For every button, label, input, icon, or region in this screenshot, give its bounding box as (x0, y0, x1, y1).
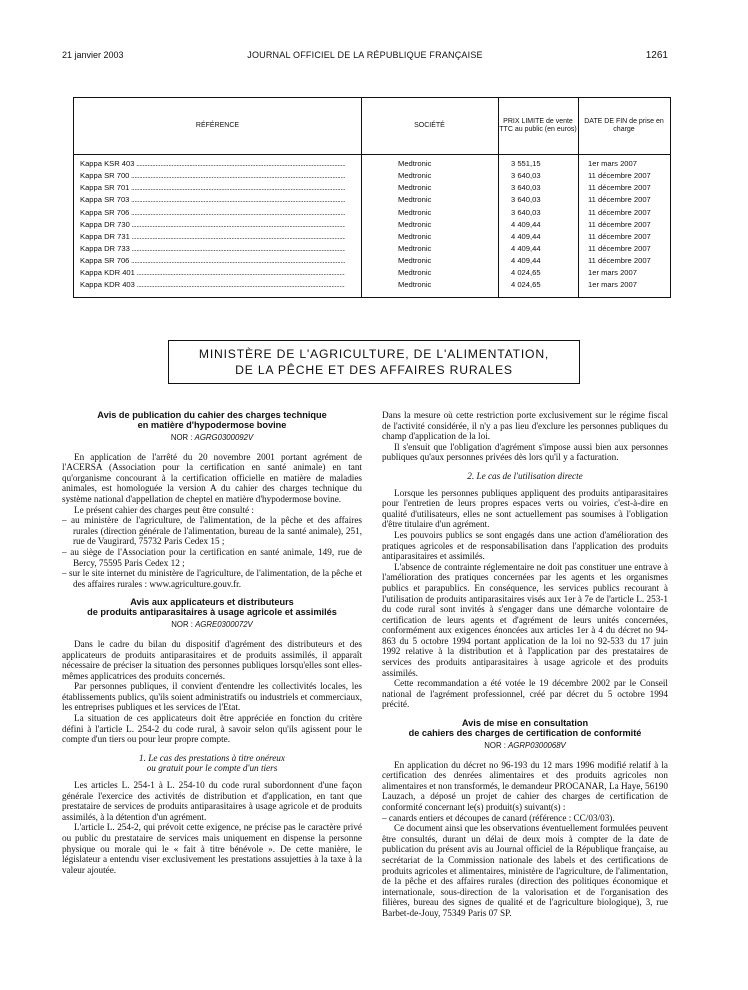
cell-reference: Kappa SR 703 ..... (80, 194, 345, 206)
cell-date: 11 décembre 2007 (588, 183, 651, 193)
table-row (74, 182, 670, 194)
cell-societe: Medtronic (398, 219, 432, 229)
cell-date: 11 décembre 2007 (588, 243, 651, 253)
cell-date: 11 décembre 2007 (588, 195, 651, 205)
paragraph: Le présent cahier des charges peut être consulté : (74, 504, 254, 515)
left-column (62, 410, 362, 875)
paragraph: L'article L. 254-2, qui prévoit cette exigence, ne précise pas le caractère privé ou public du prestataire de services mais uniquement en dispense la personne physique ou morale qui le « fait à titre bénévole ». De cette manière, le législateur a entendu viser exclusivement les prestations assujetties à la taxe à la valeur ajoutée. (62, 822, 362, 875)
list-item: – canards entiers et découpes de canard (référence : CC/03/03). (382, 812, 615, 823)
list-item: – sur le site internet du ministère de l'agriculture, de l'alimentation, de la pêche et des affaires rurales : www.agriculture.gouv.fr. (62, 568, 362, 589)
section-1-heading (62, 753, 362, 774)
cell-date: 1er mars 2007 (588, 268, 637, 278)
address-list (62, 515, 362, 589)
section-1-heading-line-2: ou gratuit pour le compte d'un tiers (146, 763, 278, 774)
paragraph: Il s'ensuit que l'obligation d'agrément s'impose aussi bien aux personnes publiques qu'aux personnes privées dès lors qu'il y a facturation. (382, 441, 668, 463)
cell-prix: 3 551,15 (511, 159, 541, 168)
col-header-date: DATE DE FIN de prise en charge (584, 118, 664, 133)
cell-date: 11 décembre 2007 (588, 207, 651, 217)
page-number: 1261 (645, 50, 668, 61)
cell-date: 11 décembre 2007 (588, 171, 651, 181)
table-row (74, 243, 670, 255)
notice-3-title-line-2: de cahiers des charges de certification de conformité (408, 728, 642, 739)
nor-label: NOR : (484, 741, 506, 751)
notice-1-title-line-1: Avis de publication du cahier des charges technique (97, 410, 327, 420)
cell-reference: Kappa DR 731 ..... (80, 231, 345, 243)
notice-1-title (62, 410, 362, 430)
cell-reference: Kappa SR 706 ..... (80, 207, 345, 219)
list-item: – au ministère de l'agriculture, de l'alimentation, de la pêche et des affaires rurales (direction générale de l'alimentation, bureau de la santé animale), 251, rue de Vaugirard, 75732 Paris Cedex 15 ; (62, 515, 362, 547)
cell-societe: Medtronic (398, 243, 432, 253)
cell-prix: 4 409,44 (511, 219, 541, 229)
nor-label: NOR : (171, 620, 193, 630)
cell-societe: Medtronic (398, 159, 432, 168)
cell-date: 1er mars 2007 (588, 159, 637, 168)
cell-prix: 4 409,44 (511, 243, 541, 253)
cell-prix: 3 640,03 (511, 183, 541, 193)
cell-societe: Medtronic (398, 231, 432, 241)
nor-code: AGRE0300072V (195, 620, 253, 630)
nor-code: AGRG0300092V (194, 433, 254, 442)
cell-date: 11 décembre 2007 (588, 219, 651, 229)
notice-2-title-line-2: de produits antiparasitaires à usage agricole et assimilés (87, 607, 337, 618)
ministry-line-2: DE LA PÊCHE ET DES AFFAIRES RURALES (235, 363, 513, 377)
cell-prix: 3 640,03 (511, 195, 541, 205)
table-row (74, 267, 670, 279)
table-row (74, 255, 670, 267)
cell-date: 1er mars 2007 (588, 280, 637, 290)
right-column (382, 410, 668, 919)
paragraph: Cette recommandation a été votée le 19 décembre 2002 par le Conseil national de l'agrément professionnel, créé par décret du 5 octobre 1994 précité. (382, 678, 668, 710)
cell-date: 11 décembre 2007 (588, 231, 651, 241)
cell-reference: Kappa DR 733 ..... (80, 243, 345, 255)
cell-prix: 4 024,65 (511, 268, 541, 278)
ministry-banner (168, 340, 580, 384)
paragraph: Dans la mesure où cette restriction porte exclusivement sur le régime fiscal de l'activité considérée, il n'y a pas lieu d'exclure les personnes publiques du champ d'application de la loi. (382, 410, 668, 442)
table-row (74, 231, 670, 243)
section-1-heading-line-1: 1. Le cas des prestations à titre onéreux (139, 752, 285, 763)
table-row (74, 219, 670, 231)
product-list (382, 813, 668, 824)
cell-date: 11 décembre 2007 (588, 256, 651, 266)
ministry-line-1: MINISTÈRE DE L'AGRICULTURE, DE L'ALIMENTATION, (198, 347, 550, 361)
notice-2-title-line-1: Avis aux applicateurs et distributeurs (130, 597, 294, 608)
list-item: – au siège de l'Association pour la certification en santé animale, 149, rue de Bercy, 75595 Paris Cedex 12 ; (62, 546, 362, 568)
cell-prix: 3 640,03 (511, 207, 541, 217)
cell-societe: Medtronic (398, 207, 432, 217)
journal-title: JOURNAL OFFICIEL DE LA RÉPUBLIQUE FRANÇAISE (247, 50, 483, 60)
table-row (74, 170, 670, 182)
cell-prix: 4 024,65 (511, 280, 541, 290)
cell-prix: 4 409,44 (511, 231, 541, 241)
cell-societe: Medtronic (398, 195, 432, 205)
table-row (74, 207, 670, 219)
paragraph: La situation de ces applicateurs doit être appréciée en fonction du critère défini à l'article L. 254-2 du code rural, à savoir selon qu'ils agissent pour le compte d'un tiers ou pour leur propre compte. (62, 713, 362, 745)
cell-reference: Kappa SR 706 ..... (80, 255, 345, 267)
table-row (74, 194, 670, 206)
device-price-table (73, 97, 671, 298)
paragraph: En application de l'arrêté du 20 novembre 2001 portant agrément de l'ACERSA (Association pour la certification en santé animale) en tant qu'organisme concourant à la certification officielle en matière de maladies animales, est homologuée la version A du cahier des charges technique du système national d'appellation de cheptel en matière d'hypodermose bovine. (62, 451, 362, 504)
cell-prix: 3 640,03 (511, 171, 541, 181)
paragraph: En application du décret no 96-193 du 12 mars 1996 modifié relatif à la certification des denrées alimentaires et des produits agricoles non alimentaires et non transformés, le demandeur PROCANAR, La Haye, 56190 Lauzach, a déposé un projet de cahier des charges de certification de conformité concernant le(s) produit(s) suivant(s) : (382, 759, 668, 812)
paragraph: Dans le cadre du bilan du dispositif d'agrément des distributeurs et des applicateurs de produits antiparasitaires et de produits assimilés, il apparaît nécessaire de préciser la situation des personnes publiques lorsqu'elles sont elles-mêmes applicatrices des produits concernés. (62, 638, 362, 681)
cell-societe: Medtronic (398, 280, 432, 290)
table-row (74, 158, 670, 170)
cell-reference: Kappa KDR 401 ..... (80, 267, 345, 279)
notice-2-title (62, 597, 362, 617)
cell-reference: Kappa SR 701 ..... (80, 182, 345, 194)
paragraph: Par personnes publiques, il convient d'entendre les collectivités locales, les établissements publics, qu'ils soient administratifs ou industriels et commerciaux, les entreprises publiques et les services de l'Etat. (62, 681, 362, 713)
table-row (74, 279, 670, 291)
notice-3-title-line-1: Avis de mise en consultation (461, 718, 589, 729)
cell-societe: Medtronic (398, 268, 432, 278)
table-body (74, 158, 670, 292)
col-header-societe: SOCIÉTÉ (414, 122, 445, 129)
col-header-reference: RÉFÉRENCE (195, 122, 240, 129)
notice-3-title (382, 718, 668, 738)
nor-code: AGRP0300068V (508, 741, 566, 751)
section-2-heading: 2. Le cas de l'utilisation directe (467, 470, 583, 481)
cell-societe: Medtronic (398, 183, 432, 193)
paragraph: Les pouvoirs publics se sont engagés dans une action d'amélioration des pratiques agricoles et de responsabilisation dans l'application des produits antiparasitaires et assimilés. (382, 529, 668, 562)
col-header-prix: PRIX LIMITE de vente TTC au public (en euros) (499, 118, 577, 133)
notice-2-nor (62, 620, 362, 631)
paragraph: L'absence de contrainte réglementaire ne doit pas constituer une entrave à l'amélioration des pratiques concernées par les agents et les organismes publics et parapublics. En conséquence, les services publics recourant à l'utilisation de produits antiparasitaires visés aux 1er à 7e de l'article L. 253-1 du code rural sont invités à s'engager dans une démarche volontaire de certification de leurs agents et d'agrément de leurs unités concernées, conformément aux exigences énoncées aux articles 1er à 4 du décret no 94-863 du 5 octobre 1994 portant application de la loi no 92-533 du 17 juin 1992 relative à la distribution et à l'application par des prestataires de services des produits antiparasitaires à usage agricole et des produits assimilés. (382, 561, 668, 678)
page-header (62, 50, 668, 64)
notice-1-nor (62, 433, 362, 444)
cell-reference: Kappa DR 730 ..... (80, 219, 345, 231)
cell-reference: Kappa KSR 403 ..... (80, 158, 345, 170)
issue-date: 21 janvier 2003 (62, 50, 124, 60)
cell-reference: Kappa KDR 403 ..... (80, 279, 345, 291)
cell-societe: Medtronic (398, 256, 432, 266)
nor-label: NOR : (170, 433, 193, 442)
paragraph: Ce document ainsi que les observations éventuellement formulées peuvent être consultés, durant un délai de deux mois à compter de la date de publication du présent avis au Journal officiel de la République française, au secrétariat de la Commission nationale des labels et des certifications de produits agricoles et alimentaires, ministère de l'agriculture, de l'alimentation, de la pêche et des affaires rurales (direction des politiques économique et internationale, sous-direction de la valorisation et de l'organisation des filières, bureau des signes de qualité et de l'agriculture biologique), 3, rue Barbet-de-Jouy, 75349 Paris 07 SP. (382, 823, 669, 918)
cell-societe: Medtronic (398, 171, 432, 181)
paragraph: Lorsque les personnes publiques appliquent des produits antiparasitaires pour l'entretien de leurs propres espaces verts ou voiries, c'est-à-dire en qualité d'utilisateurs, elles ne sont actuellement pas soumises à l'obligation d'être titulaire d'un agrément. (382, 487, 668, 530)
notice-3-nor (382, 741, 668, 752)
paragraph: Les articles L. 254-1 à L. 254-10 du code rural subordonnent d'une façon générale l'exercice des activités de distribution et d'application, en tant que prestataire de services de produits antiparasitaires à usage agricole et de produits assimilés, à la détention d'un agrément. (62, 780, 362, 822)
notice-1-title-line-2: en matière d'hypodermose bovine (137, 420, 287, 430)
cell-reference: Kappa SR 700 ..... (80, 170, 345, 182)
cell-prix: 4 409,44 (511, 256, 541, 266)
